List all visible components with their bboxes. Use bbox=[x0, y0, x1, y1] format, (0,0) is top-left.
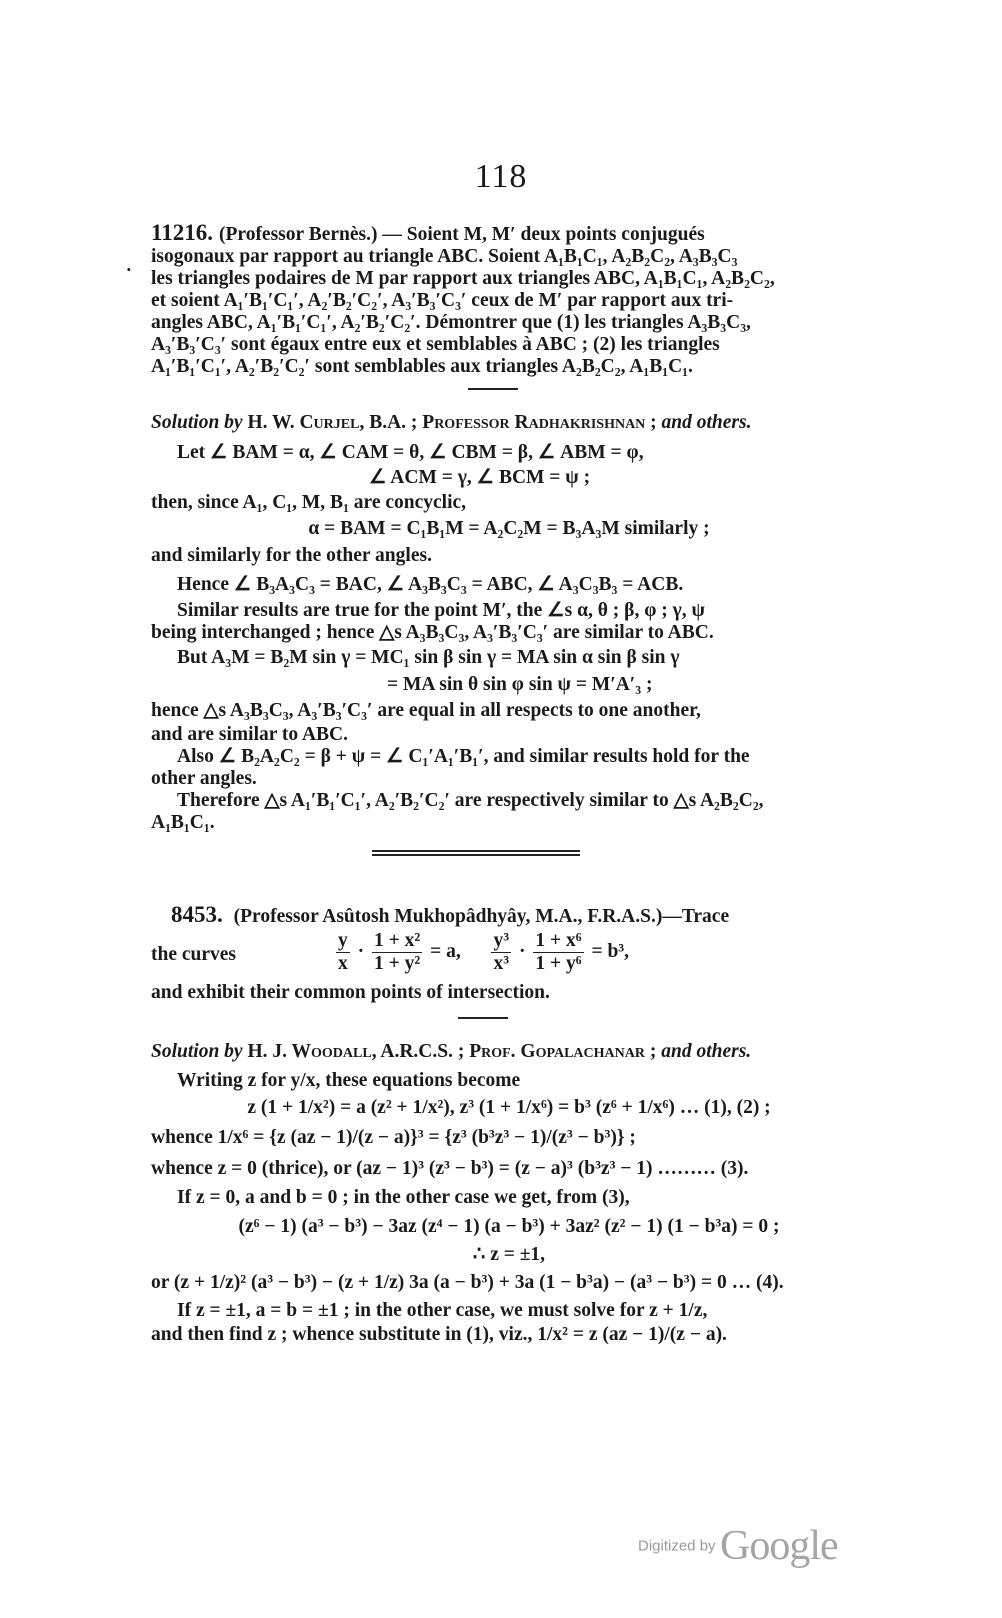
equation-rhs-b: = b³, bbox=[591, 940, 630, 962]
problem-line: les triangles podaires de M par rapport aux triangles ABC, A₁B₁C₁, A₂B₂C₂, bbox=[151, 268, 775, 289]
page-number: 118 bbox=[474, 158, 528, 195]
solution-line: then, since A₁, C₁, M, B₁ are concyclic, bbox=[151, 492, 467, 513]
solution-others: and others. bbox=[661, 412, 752, 433]
solution-line: being interchanged ; hence △s A₃B₃C₃, A₃′B₃′C₃′ are similar to ABC. bbox=[151, 622, 714, 643]
solution-line: ∴ z = ±1, bbox=[472, 1244, 546, 1265]
problem-line: angles ABC, A₁′B₁′C₁′, A₂′B₂′C₂′. Démontrer que (1) les triangles A₃B₃C₃, bbox=[151, 312, 751, 333]
solution-line: and are similar to ABC. bbox=[151, 724, 348, 745]
solution-by-label: Solution by bbox=[151, 1041, 243, 1062]
short-rule bbox=[458, 1017, 508, 1019]
solution-8453-body bbox=[151, 1068, 867, 1346]
problem-number: 11216. bbox=[151, 220, 213, 245]
solution-line: whence 1/x⁶ = {z (az − 1)/(z − a)}³ = {z³ (b³z³ − 1)/(z³ − b³)} ; bbox=[151, 1127, 636, 1148]
equation-pair bbox=[333, 930, 629, 975]
solution-line: = MA sin θ sin φ sin ψ = M′A′₃ ; bbox=[387, 674, 653, 695]
digitized-label: Digitized by bbox=[638, 1537, 716, 1555]
solution-line: hence △s A₃B₃C₃, A₃′B₃′C₃′ are equal in all respects to one another, bbox=[151, 700, 701, 721]
problem-header-text: (Professor Asûtosh Mukhopâdhyây, M.A., F.R.A.S.)—Trace bbox=[233, 906, 730, 927]
solution-line: or (z + 1/z)² (a³ − b³) − (z + 1/z) 3a (a − b³) + 3a (1 − b³a) − (a³ − b³) = 0 … (4). bbox=[151, 1272, 784, 1293]
solution-line: z (1 + 1/x²) = a (z² + 1/x²), z³ (1 + 1/x⁶) = b³ (z⁶ + 1/x⁶) … (1), (2) ; bbox=[247, 1097, 771, 1118]
short-rule bbox=[468, 388, 518, 390]
solution-line: Let ∠ BAM = α, ∠ CAM = θ, ∠ CBM = β, ∠ ABM = φ, bbox=[177, 442, 644, 463]
google-logo: Google bbox=[720, 1523, 838, 1569]
digitized-watermark bbox=[638, 1522, 838, 1570]
solution-header bbox=[151, 412, 867, 434]
problem-8453-header bbox=[151, 902, 867, 928]
solution-line: Therefore △s A₁′B₁′C₁′, A₂′B₂′C₂′ are respectively similar to △s A₂B₂C₂, bbox=[177, 790, 764, 811]
curves-label: the curves bbox=[151, 944, 237, 965]
solution-line: and similarly for the other angles. bbox=[151, 545, 432, 566]
solution-line: Similar results are true for the point M′, the ∠s α, θ ; β, φ ; γ, ψ bbox=[177, 600, 705, 621]
fraction-y-over-x: $\frac{y}{x}$ bbox=[338, 930, 348, 974]
problem-closing: and exhibit their common points of intersection. bbox=[151, 982, 550, 1003]
solution-line: ∠ ACM = γ, ∠ BCM = ψ ; bbox=[369, 467, 591, 488]
dot-operator: · bbox=[518, 940, 526, 962]
fraction-x2-over-y2: $\frac{\text{1 + x²}}{\text{1 + y²}}$ bbox=[374, 930, 421, 974]
solution-line: If z = ±1, a = b = ±1 ; in the other case, we must solve for z + 1/z, bbox=[177, 1300, 708, 1321]
equation-rhs-a: = a, bbox=[430, 940, 461, 962]
solution-11216-body bbox=[151, 440, 867, 834]
solution-others: and others. bbox=[661, 1041, 752, 1062]
solution-header bbox=[151, 1041, 867, 1063]
curves-equations bbox=[151, 930, 867, 980]
solution-line: (z⁶ − 1) (a³ − b³) − 3az (z⁴ − 1) (a − b³) + 3az² (z² − 1) (1 − b³a) = 0 ; bbox=[238, 1216, 780, 1237]
solution-line: A₁B₁C₁. bbox=[151, 812, 215, 833]
solution-line: But A₃M = B₂M sin γ = MC₁ sin β sin γ = MA sin α sin β sin γ bbox=[177, 647, 680, 668]
problem-line: et soient A₁′B₁′C₁′, A₂′B₂′C₂′, A₃′B₃′C₃′ ceux de M′ par rapport aux tri- bbox=[151, 290, 734, 311]
dot-operator: · bbox=[357, 940, 365, 962]
problem-line: isogonaux par rapport au triangle ABC. Soient A₁B₁C₁, A₂B₂C₂, A₃B₃C₃ bbox=[151, 246, 738, 267]
solution-line: If z = 0, a and b = 0 ; in the other case we get, from (3), bbox=[177, 1187, 630, 1208]
solution-line: Also ∠ B₂A₂C₂ = β + ψ = ∠ C₁′A₁′B₁′, and similar results hold for the bbox=[177, 746, 750, 767]
double-rule bbox=[372, 850, 580, 856]
problem-line: (Professor Bernès.) — Soient M, M′ deux points conjugués bbox=[218, 224, 705, 245]
solution-authors: H. W. Curjel, B.A. ; Professor Radhakrishnan ; bbox=[247, 412, 657, 433]
solution-line: α = BAM = C₁B₁M = A₂C₂M = B₃A₃M similarly ; bbox=[308, 518, 710, 539]
problem-number: 8453. bbox=[171, 902, 223, 927]
solution-line: other angles. bbox=[151, 768, 257, 789]
fraction-y3-over-x3: $\frac{\text{y³}}{\text{x³}}$ bbox=[493, 930, 510, 974]
solution-line: Hence ∠ B₃A₃C₃ = BAC, ∠ A₃B₃C₃ = ABC, ∠ A₃C₃B₃ = ACB. bbox=[177, 574, 684, 595]
solution-authors: H. J. Woodall, A.R.C.S. ; Prof. Gopalachanar ; bbox=[247, 1041, 657, 1062]
solution-by-label: Solution by bbox=[151, 412, 243, 433]
problem-11216 bbox=[151, 222, 867, 378]
fraction-x6-over-y6: $\frac{\text{1 + x⁶}}{\text{1 + y⁶}}$ bbox=[535, 930, 582, 974]
problem-line: A₃′B₃′C₃′ sont égaux entre eux et semblables à ABC ; (2) les triangles bbox=[151, 334, 720, 355]
solution-line: Writing z for y/x, these equations become bbox=[177, 1070, 521, 1091]
solution-line: and then find z ; whence substitute in (1), viz., 1/x² = z (az − 1)/(z − a). bbox=[151, 1324, 727, 1345]
problem-line: A₁′B₁′C₁′, A₂′B₂′C₂′ sont semblables aux triangles A₂B₂C₂, A₁B₁C₁. bbox=[151, 356, 693, 377]
solution-line: whence z = 0 (thrice), or (az − 1)³ (z³ − b³) = (z − a)³ (b³z³ − 1) ……… (3). bbox=[151, 1158, 749, 1179]
margin-mark: . bbox=[126, 256, 132, 275]
